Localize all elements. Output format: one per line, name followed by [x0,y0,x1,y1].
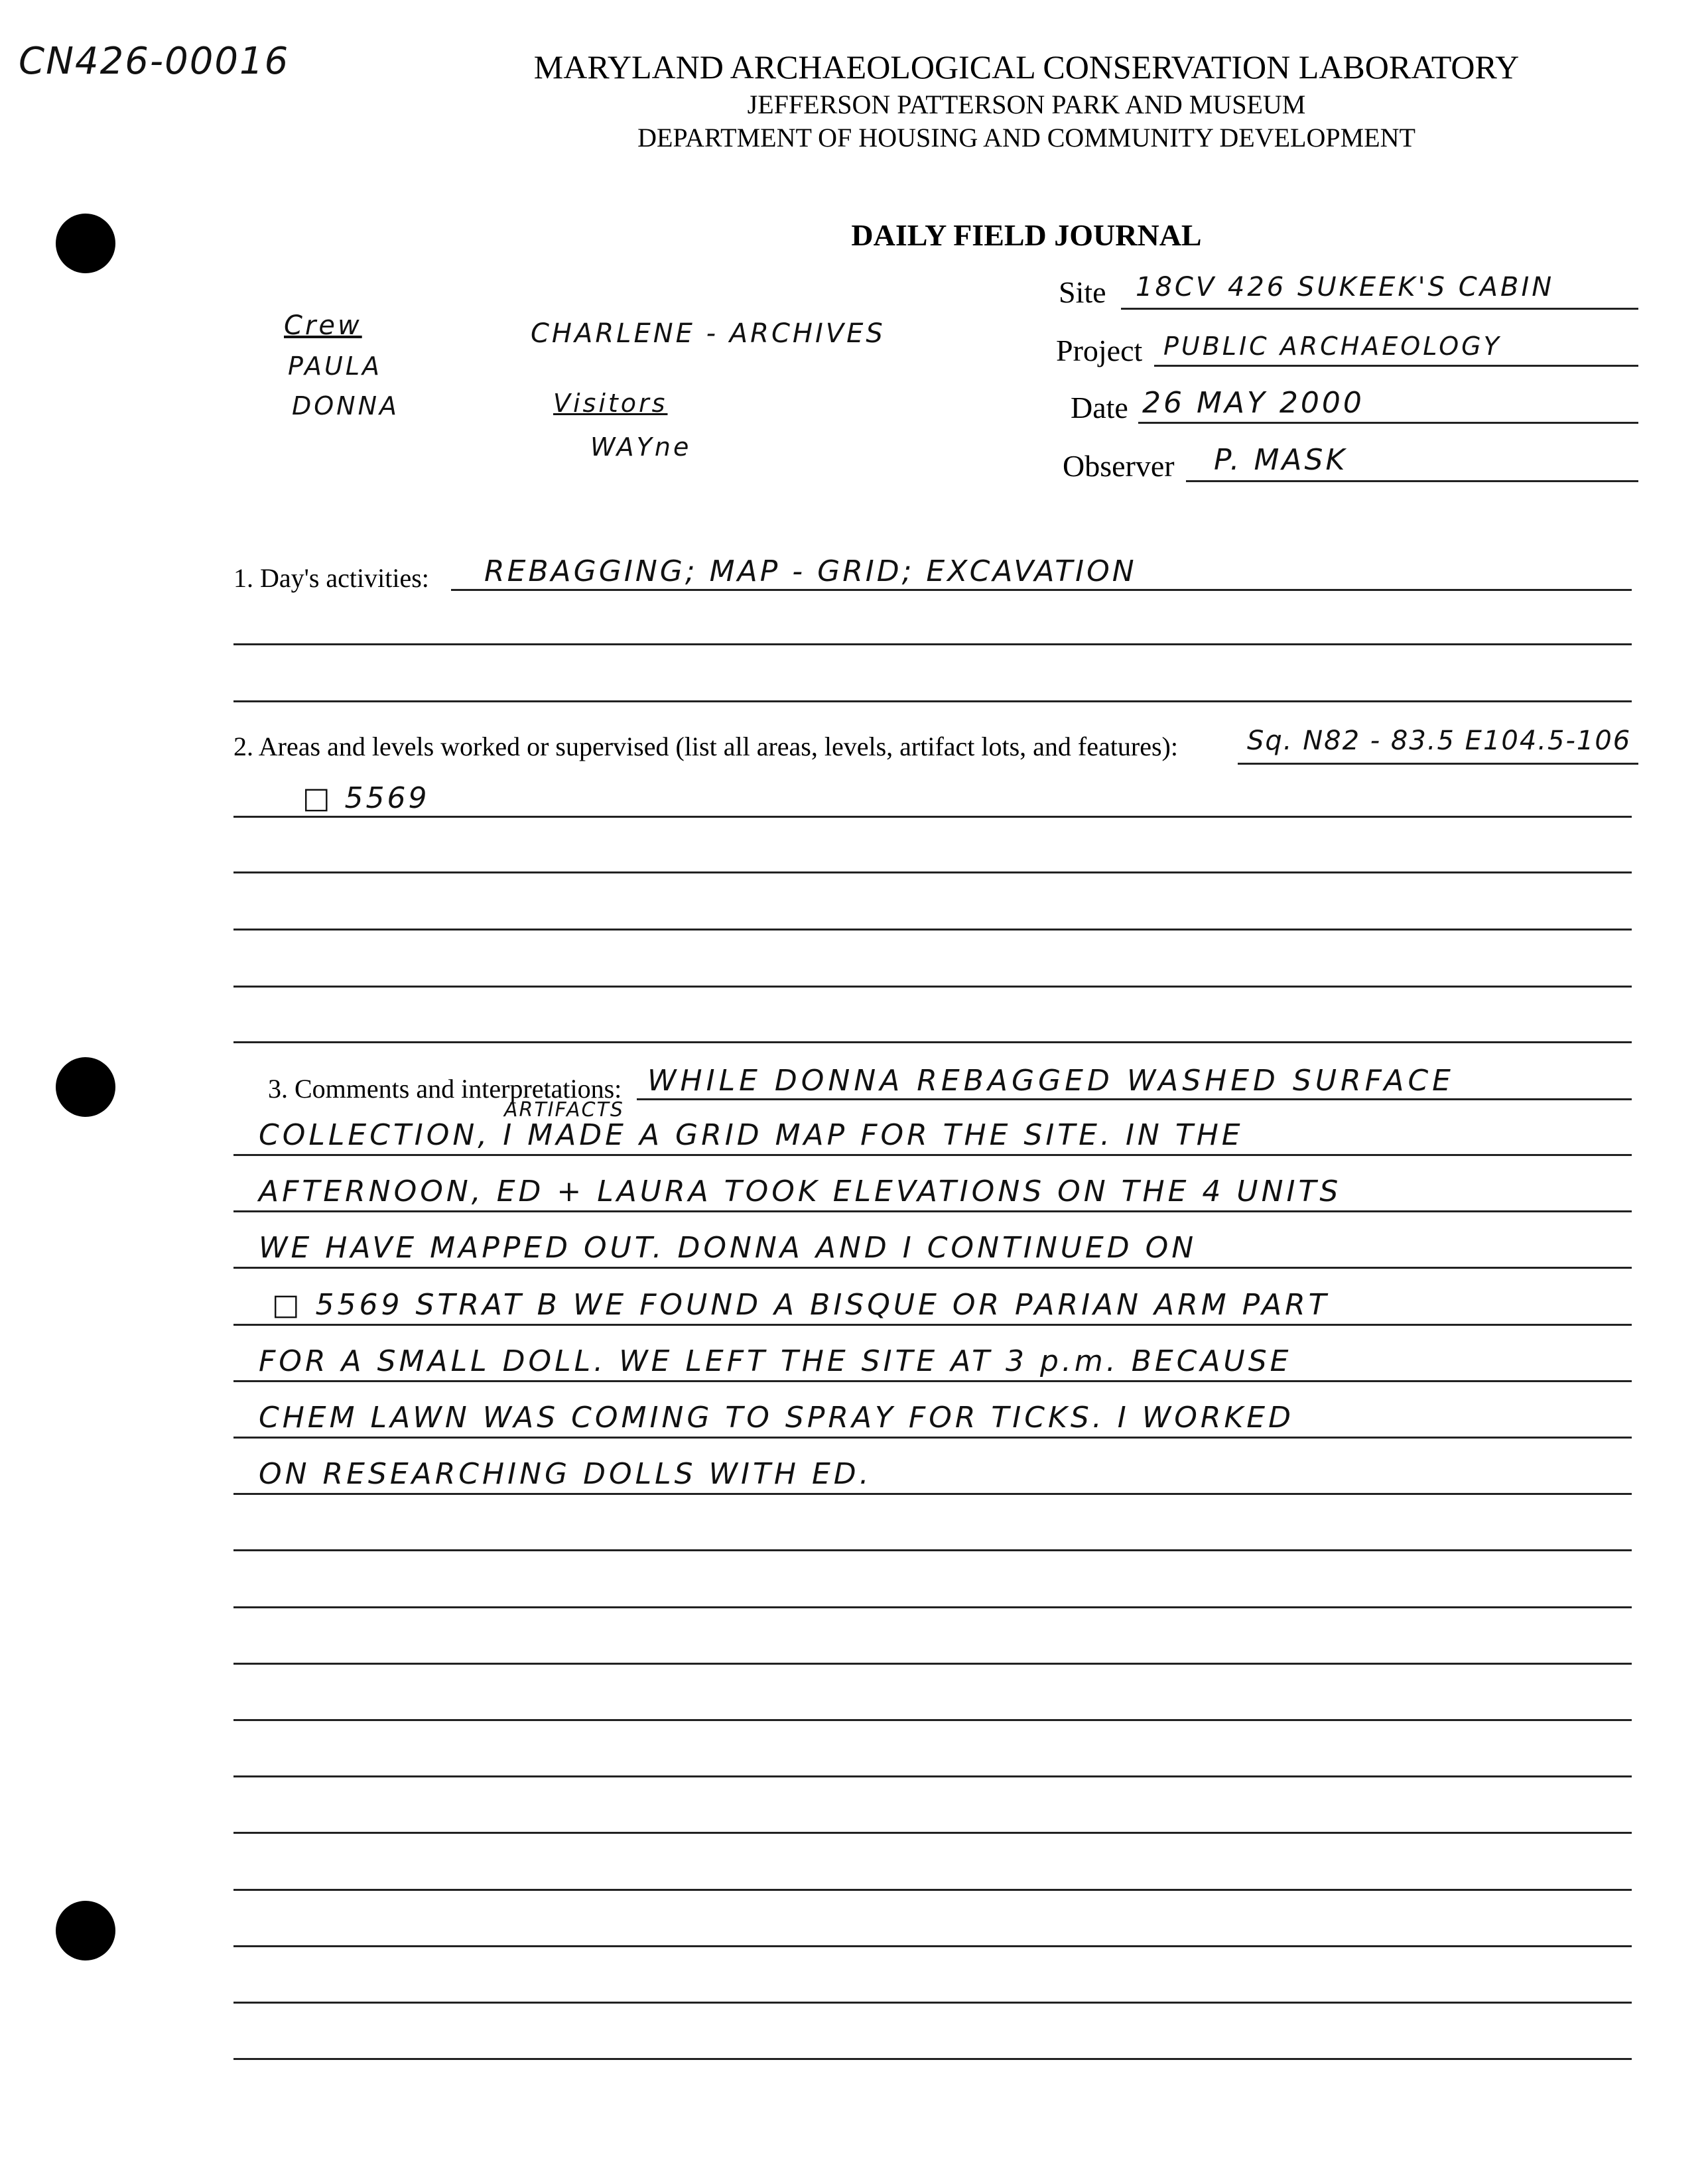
header-park-name: JEFFERSON PATTERSON PARK AND MUSEUM [747,90,1306,119]
section3-line [233,1606,1632,1608]
section2-label: 2. Areas and levels worked or supervised (list all areas, levels, artifact lots, and features): [233,732,1178,761]
section3-label: 3. Comments and interpretations: [268,1074,622,1104]
section2-line [1238,763,1638,765]
crew-member: DONNA [292,391,400,420]
section1-value: REBAGGING; MAP - GRID; EXCAVATION [484,554,1137,588]
section3-line [233,1945,1632,1947]
comment-line-text: COLLECTION, I MADE A GRID MAP FOR THE SITE. IN THE [259,1118,1244,1152]
section3-line [233,2002,1632,2004]
observer-underline [1186,480,1638,482]
archives-note: CHARLENE - ARCHIVES [531,318,886,349]
section3-line [233,1324,1632,1326]
observer-value: P. MASK [1214,443,1348,477]
visitor-name: WAYne [590,432,692,462]
date-label: Date [1071,391,1128,424]
section3-line [233,1210,1632,1212]
section3-line [233,1549,1632,1551]
comment-line-text: □ 5569 STRAT B WE FOUND A BISQUE OR PARIAN ARM PART [272,1288,1330,1322]
comment-line-text: WE HAVE MAPPED OUT. DONNA AND I CONTINUED ON [259,1231,1197,1265]
section3-line [233,1493,1632,1495]
section3-line [233,1437,1632,1439]
punch-hole-middle [56,1057,115,1117]
section2-value: □ 5569 [302,781,430,815]
crew-member: PAULA [288,352,382,381]
date-underline [1138,422,1638,424]
visitors-label: Visitors [553,389,668,418]
section3-first-line: WHILE DONNA REBAGGED WASHED SURFACE [647,1064,1455,1098]
section3-line [233,1832,1632,1834]
section3-line [637,1098,1632,1100]
section3-line [233,1889,1632,1891]
section3-line [233,1663,1632,1665]
document-id: CN426-00016 [19,40,290,83]
comment-line-text: FOR A SMALL DOLL. WE LEFT THE SITE AT 3 p.m. BECAUSE [259,1344,1292,1378]
section1-label: 1. Day's activities: [233,563,429,593]
project-label: Project [1056,334,1143,367]
punch-hole-bottom [56,1901,115,1960]
project-value: PUBLIC ARCHAEOLOGY [1163,332,1502,361]
section1-line [451,589,1632,591]
section2-line [233,871,1632,873]
comment-line-text: ON RESEARCHING DOLLS WITH ED. [259,1457,872,1491]
comment-line-text: CHEM LAWN WAS COMING TO SPRAY FOR TICKS. I WORKED [259,1401,1294,1435]
section1-line [233,700,1632,702]
section3-line [233,1719,1632,1721]
section2-line [233,929,1632,931]
comment-line-text: AFTERNOON, ED + LAURA TOOK ELEVATIONS ON THE 4 UNITS [259,1175,1342,1208]
section3-line [233,1775,1632,1777]
project-underline [1154,365,1638,367]
section2-line [233,1041,1632,1043]
section3-line [233,1154,1632,1156]
page-title: DAILY FIELD JOURNAL [851,218,1202,252]
header-lab-name: MARYLAND ARCHAEOLOGICAL CONSERVATION LABORATORY [533,48,1520,86]
crew-label: Crew [284,310,362,341]
section1-line [233,643,1632,645]
site-label: Site [1059,275,1106,309]
section2-line [233,816,1632,818]
date-value: 26 MAY 2000 [1142,386,1364,420]
section3-line [233,1267,1632,1269]
section3-insertion: ARTIFACTS [504,1098,624,1122]
section3-line [233,1380,1632,1382]
section3-line [233,2058,1632,2060]
header-department: DEPARTMENT OF HOUSING AND COMMUNITY DEVELOPMENT [637,123,1415,153]
site-underline [1121,308,1638,310]
site-value: 18CV 426 SUKEEK'S CABIN [1136,272,1555,302]
section2-inline-value: Sq. N82 - 83.5 E104.5-106 [1247,726,1632,756]
section2-line [233,986,1632,988]
observer-label: Observer [1063,449,1175,483]
